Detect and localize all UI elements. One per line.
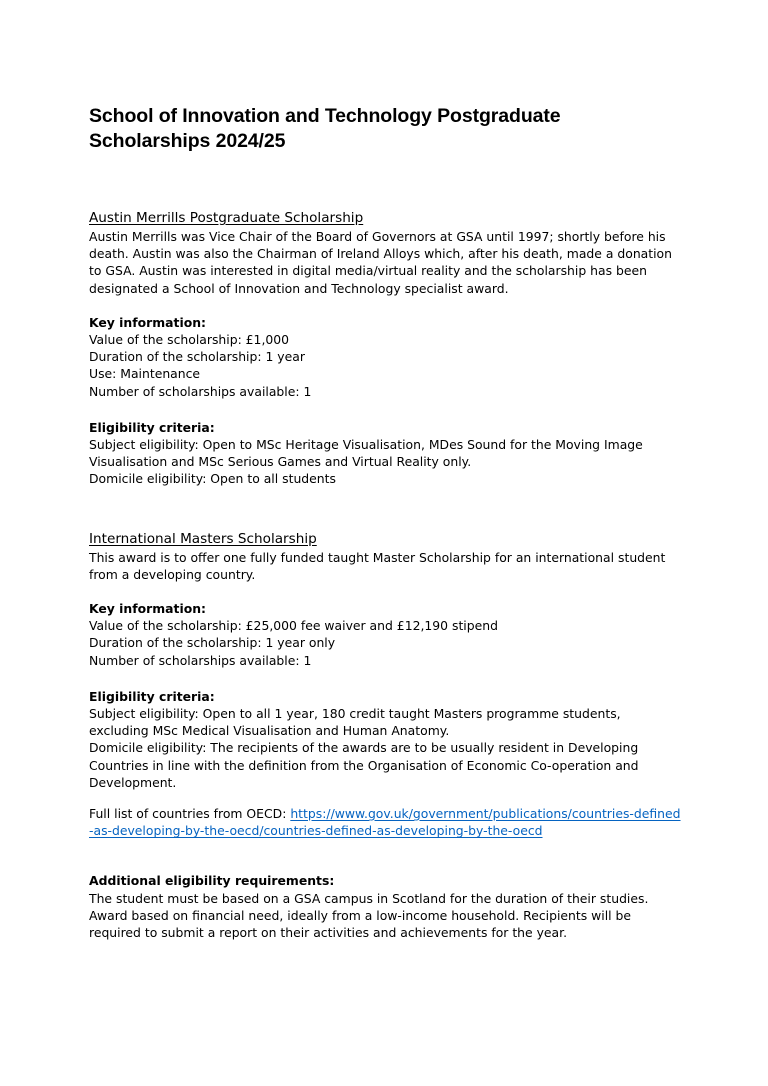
oecd-link-paragraph: [89, 805, 681, 839]
page-title: School of Innovation and Technology Postgraduate Scholarships 2024/25: [89, 105, 561, 152]
scholarship-section-international-masters: [89, 528, 681, 942]
key-information-duration: Duration of the scholarship: 1 year only: [89, 635, 336, 651]
spacer: [89, 488, 681, 528]
domicile-eligibility-text: Domicile eligibility: Open to all students: [89, 471, 336, 487]
additional-eligibility-label: Additional eligibility requirements:: [89, 873, 335, 889]
subject-eligibility-text: Subject eligibility: Open to MSc Heritage Visualisation, MDes Sound for the Moving Image Visualisation and MSc Serious Games and Virtual Reality only.: [89, 437, 643, 470]
document-content: [89, 104, 681, 941]
spacer: [89, 839, 681, 872]
spacer: [89, 400, 681, 419]
eligibility-criteria-label: Eligibility criteria:: [89, 419, 215, 435]
oecd-link-prefix: Full list of countries from OECD:: [89, 806, 291, 822]
oecd-countries-link[interactable]: https://www.gov.uk/government/publications/countries-defined-as-developing-by-the-oecd/countries-defined-as-developing-by-the-oecd: [89, 806, 681, 839]
key-information-label: Key information:: [89, 601, 206, 617]
section-heading-austin-merrills: Austin Merrills Postgraduate Scholarship: [89, 210, 364, 226]
section-heading-international-masters: International Masters Scholarship: [89, 530, 317, 547]
section-heading-wrap: [89, 207, 681, 228]
spacer: [89, 791, 681, 805]
eligibility-criteria-label: Eligibility criteria:: [89, 688, 215, 704]
additional-eligibility-text: The student must be based on a GSA campus in Scotland for the duration of their studies. Award based on financial need, ideally from a low-income household. Recipients will be required to submit a report on their activities and achievements for the year.: [89, 890, 649, 941]
spacer: [89, 583, 681, 600]
spacer: [89, 154, 681, 207]
key-information-value: Value of the scholarship: £25,000 fee waiver and £12,190 stipend: [89, 618, 498, 634]
intro-paragraph: This award is to offer one fully funded taught Master Scholarship for an international student from a developing country.: [89, 549, 666, 582]
spacer: [89, 669, 681, 688]
key-information-use: Use: Maintenance: [89, 366, 201, 382]
scholarship-section-austin-merrills: [89, 207, 681, 488]
subject-eligibility-text: Subject eligibility: Open to all 1 year, 180 credit taught Masters programme students, excluding MSc Medical Visualisation and Human Anatomy.: [89, 706, 621, 739]
key-information-label: Key information:: [89, 314, 206, 330]
domicile-eligibility-text: Domicile eligibility: The recipients of the awards are to be usually resident in Developing Countries in line with the definition from the Organisation of Economic Co-operation and Development.: [89, 740, 639, 790]
key-information-duration: Duration of the scholarship: 1 year: [89, 349, 305, 365]
key-information-value: Value of the scholarship: £1,000: [89, 332, 290, 348]
key-information-number: Number of scholarships available: 1: [89, 652, 312, 668]
key-information-number: Number of scholarships available: 1: [89, 383, 312, 399]
intro-paragraph: Austin Merrills was Vice Chair of the Board of Governors at GSA until 1997; shortly before his death. Austin was also the Chairman of Ireland Alloys which, after his death, made a donation to GSA. Austin was interested in digital media/virtual reality and the scholarship has been designated a School of Innovation and Technology specialist award.: [89, 229, 672, 296]
spacer: [89, 297, 681, 314]
section-heading-wrap: [89, 528, 681, 549]
